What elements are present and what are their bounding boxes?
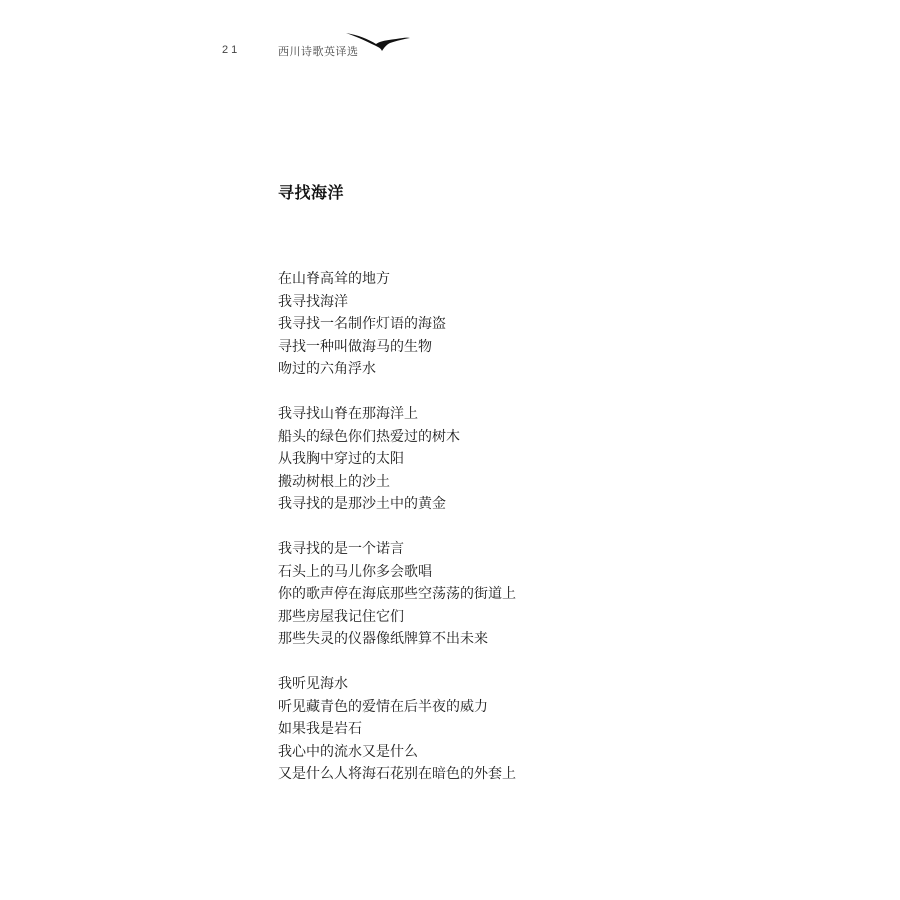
poem-line: 在山脊高耸的地方 (278, 271, 390, 287)
poem-title: 寻找海洋 (278, 183, 345, 202)
poem-line: 听见藏青色的爱情在后半夜的威力 (278, 698, 488, 715)
poem-line: 我心中的流水又是什么 (278, 743, 418, 760)
poem-line: 如果我是岩石 (278, 721, 362, 737)
poem-line: 又是什么人将海石花别在暗色的外套上 (278, 766, 516, 782)
poem-line: 你的歌声停在海底那些空荡荡的街道上 (278, 586, 516, 602)
poem-line: 我听见海水 (278, 676, 348, 692)
stanza (278, 268, 678, 381)
poem-line: 我寻找山脊在那海洋上 (278, 406, 418, 422)
poem-line: 石头上的马儿你多会歌唱 (278, 563, 432, 580)
bird-icon (344, 30, 412, 56)
poem-line: 吻过的六角浮水 (278, 361, 376, 377)
poem-line: 从我胸中穿过的太阳 (278, 451, 404, 467)
poem-line: 我寻找海洋 (278, 293, 348, 310)
poem-line: 我寻找的是那沙土中的黄金 (278, 496, 446, 512)
book-title: 西川诗歌英译选 (278, 45, 359, 58)
poem-line: 我寻找一名制作灯语的海盗 (278, 316, 446, 332)
poem-line: 搬动树根上的沙土 (278, 473, 390, 490)
poem-line: 我寻找的是一个诺言 (278, 541, 404, 557)
poem-line: 那些失灵的仪器像纸牌算不出未来 (278, 631, 488, 647)
stanza (278, 538, 678, 651)
stanza (278, 673, 678, 786)
poem-line: 船头的绿色你们热爱过的树木 (278, 428, 460, 445)
poem-body (278, 268, 678, 808)
stanza (278, 403, 678, 516)
poem-line: 那些房屋我记住它们 (278, 608, 404, 625)
page-number: 21 (222, 44, 241, 56)
poem-line: 寻找一种叫做海马的生物 (278, 338, 432, 355)
